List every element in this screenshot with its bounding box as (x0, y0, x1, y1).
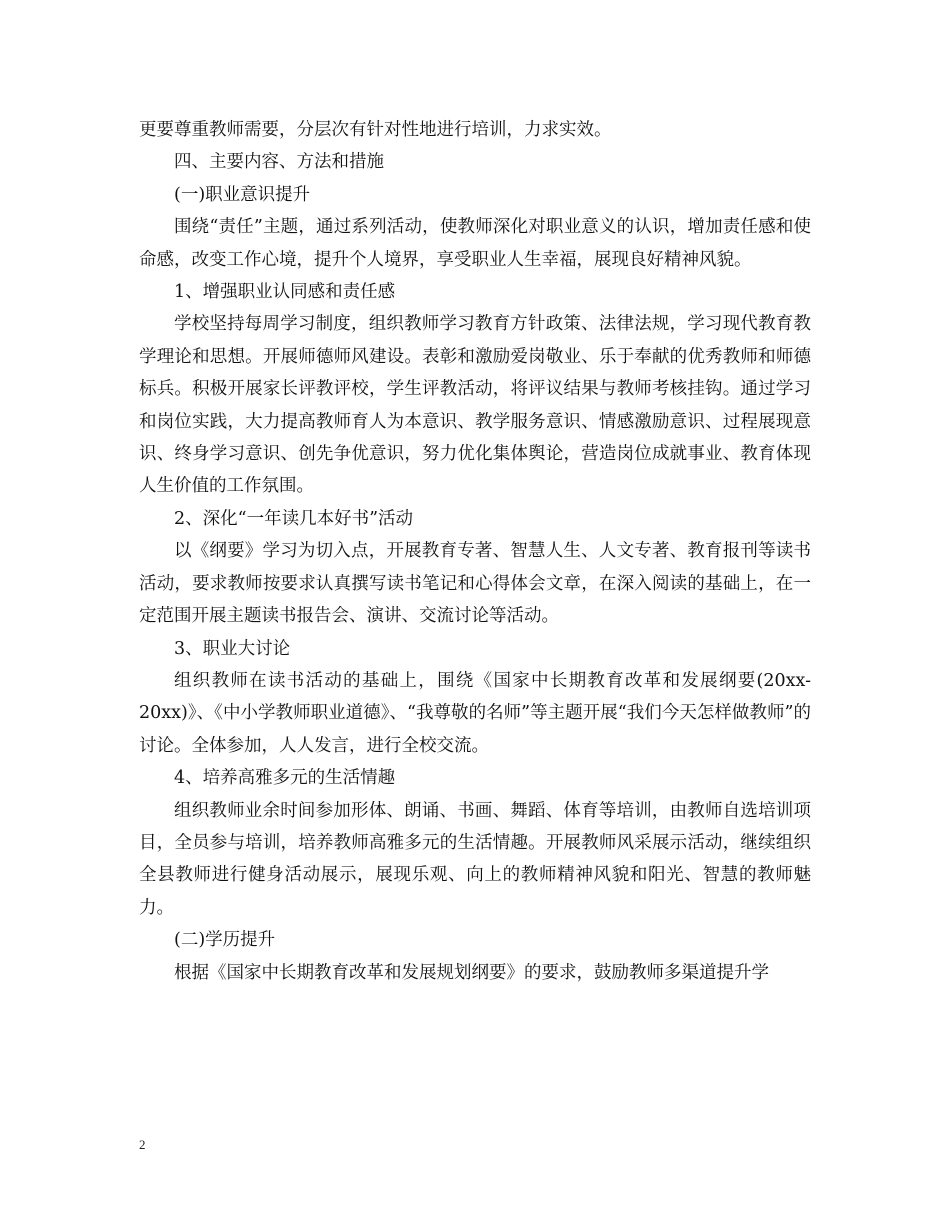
paragraph: 根据《国家中长期教育改革和发展规划纲要》的要求，鼓励教师多渠道提升学 (174, 962, 769, 983)
subsection-heading-1: (一)职业意识提升 (174, 184, 311, 205)
item-heading-4: 4、培养高雅多元的生活情趣 (174, 768, 396, 789)
item-heading-2: 2、深化“一年读几本好书”活动 (174, 508, 414, 529)
page-number: 2 (139, 1137, 146, 1152)
paragraph: 以《纲要》学习为切入点，开展教育专著、智慧人生、人文专著、教育报刊等读书活动，要求教师按要求认真撰写读书笔记和心得体会文章，在深入阅读的基础上，在一定范围开展主题读书报告会、演讲、交流讨论等活动。 (139, 541, 811, 627)
paragraph-continuation: 更要尊重教师需要，分层次有针对性地进行培训，力求实效。 (139, 120, 612, 140)
section-heading-4: 四、主要内容、方法和措施 (174, 152, 384, 173)
paragraph: 围绕“责任”主题，通过系列活动，使教师深化对职业意义的认识，增加责任感和使命感，改变工作心境，提升个人境界，享受职业人生幸福，展现良好精神风貌。 (139, 217, 811, 270)
item-heading-3: 3、职业大讨论 (174, 638, 291, 659)
paragraph: 学校坚持每周学习制度，组织教师学习教育方针政策、法律法规，学习现代教育教学理论和思想。开展师德师风建设。表彰和激励爱岗敬业、乐于奉献的优秀教师和师德标兵。积极开展家长评教评校，学生评教活动，将评议结果与教师考核挂钩。通过学习和岗位实践，大力提高教师育人为本意识、教学服务意识、情感激励意识、过程展现意识、终身学习意识、创先争优意识，努力优化集体舆论，营造岗位成就事业、教育体现人生价值的工作氛围。 (139, 314, 811, 497)
paragraph: 组织教师在读书活动的基础上，围绕《国家中长期教育改革和发展纲要(20xx-20xx)》、《中小学教师职业道德》、“我尊敬的名师”等主题开展“我们今天怎样做教师”的讨论。全体参加，人人发言，进行全校交流。 (139, 670, 811, 756)
item-heading-1: 1、增强职业认同感和责任感 (174, 282, 396, 303)
document-body (139, 114, 811, 989)
paragraph: 组织教师业余时间参加形体、朗诵、书画、舞蹈、体育等培训，由教师自选培训项目，全员参与培训，培养教师高雅多元的生活情趣。开展教师风采展示活动，继续组织全县教师进行健身活动展示，展现乐观、向上的教师精神风貌和阳光、智慧的教师魅力。 (139, 800, 811, 918)
subsection-heading-2: (二)学历提升 (174, 930, 276, 951)
